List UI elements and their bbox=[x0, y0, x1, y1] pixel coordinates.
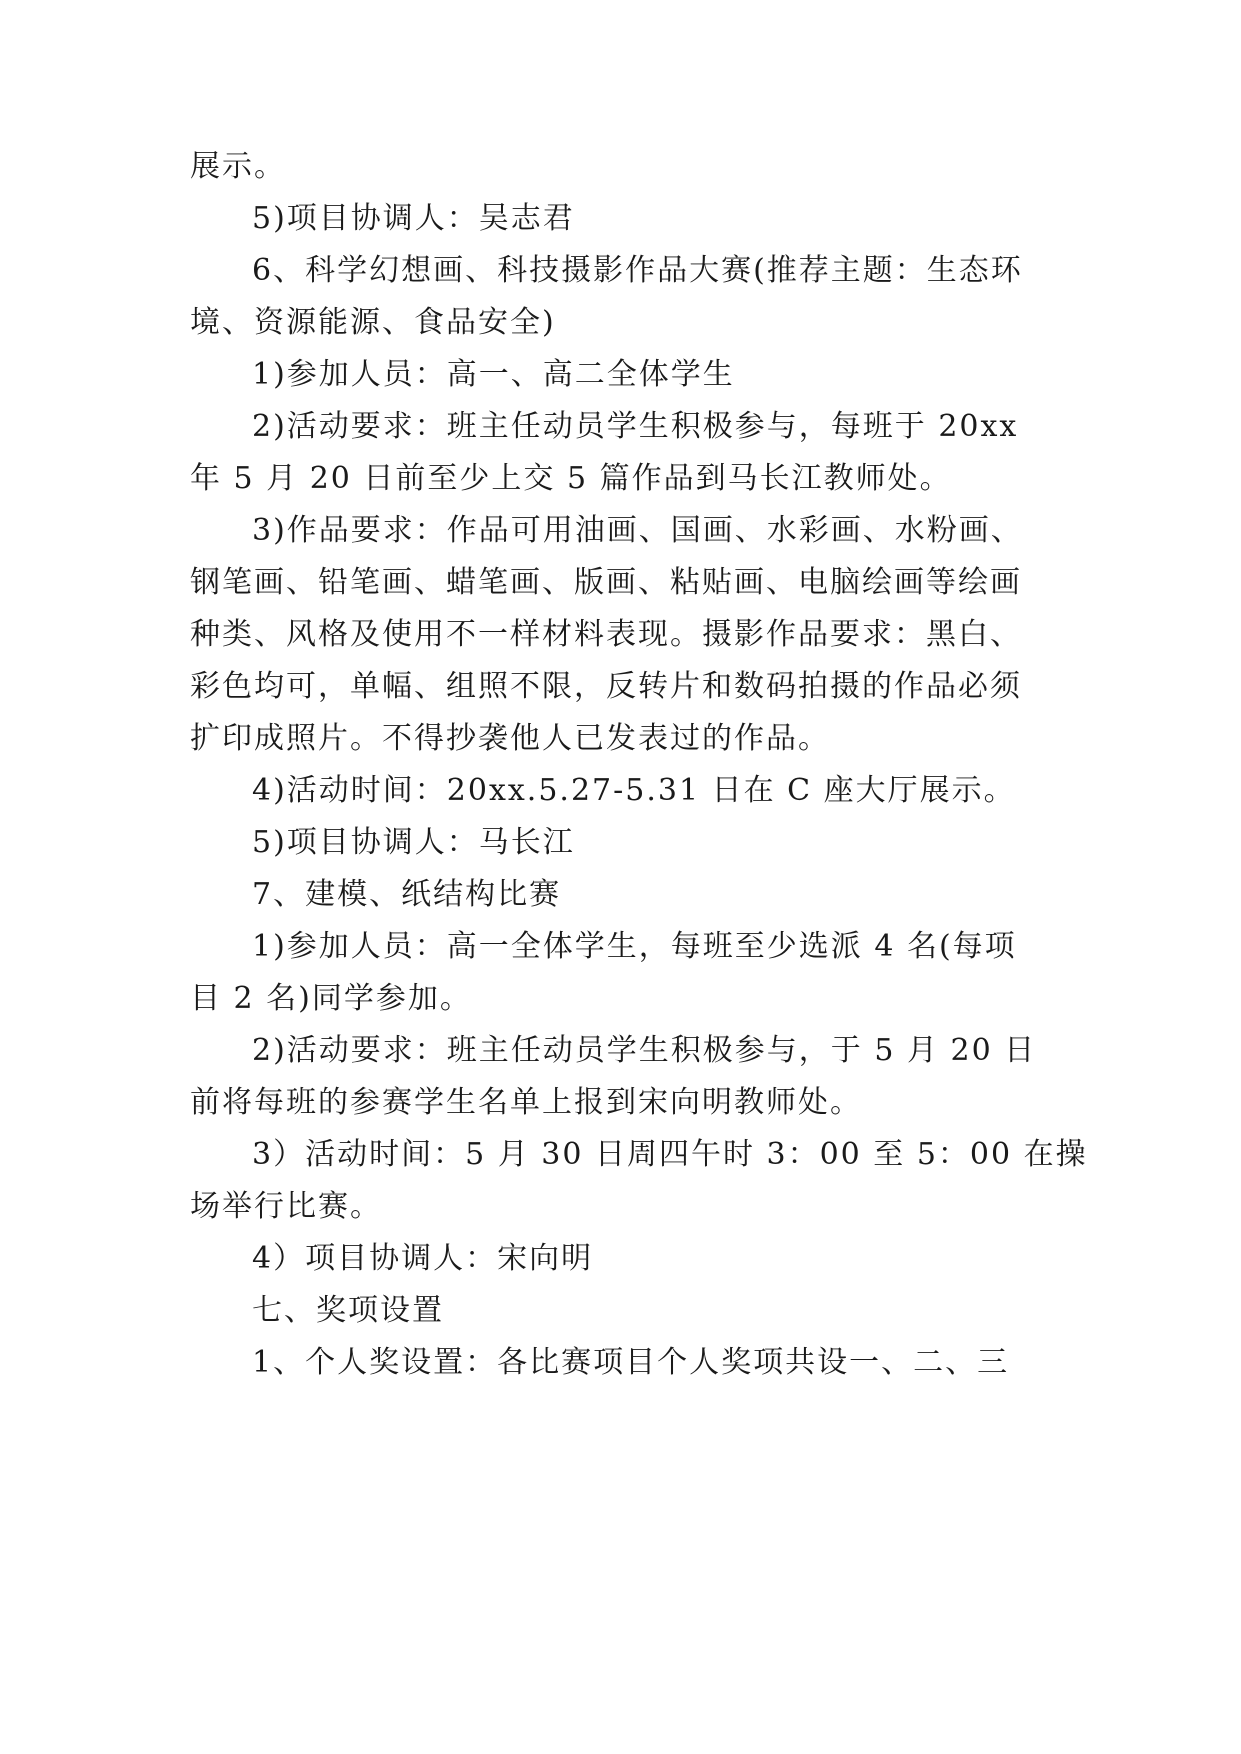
text-line: 7、建模、纸结构比赛 bbox=[252, 877, 562, 912]
text-line: 1)参加人员：高一全体学生，每班至少选派 4 名(每项 bbox=[252, 929, 1017, 964]
text-line: 种类、风格及使用不一样材料表现。摄影作品要求：黑白、 bbox=[190, 617, 1022, 652]
text-line: 5)项目协调人：吴志君 bbox=[252, 201, 575, 236]
text-line: 4）项目协调人：宋向明 bbox=[252, 1241, 594, 1276]
text-line: 年 5 月 20 日前至少上交 5 篇作品到马长江教师处。 bbox=[190, 461, 952, 496]
text-line: 场举行比赛。 bbox=[190, 1189, 382, 1224]
text-line: 彩色均可，单幅、组照不限，反转片和数码拍摄的作品必须 bbox=[190, 669, 1022, 704]
text-line: 1、个人奖设置：各比赛项目个人奖项共设一、二、三 bbox=[252, 1345, 1010, 1380]
text-line: 4)活动时间：20xx.5.27-5.31 日在 C 座大厅展示。 bbox=[252, 773, 1016, 808]
text-line: 2)活动要求：班主任动员学生积极参与，每班于 20xx bbox=[252, 409, 1019, 444]
text-line: 目 2 名)同学参加。 bbox=[190, 981, 472, 1016]
text-line: 5)项目协调人：马长江 bbox=[252, 825, 575, 860]
text-line: 钢笔画、铅笔画、蜡笔画、版画、粘贴画、电脑绘画等绘画 bbox=[190, 565, 1022, 600]
text-line: 6、科学幻想画、科技摄影作品大赛(推荐主题：生态环 bbox=[252, 253, 1023, 288]
text-line: 前将每班的参赛学生名单上报到宋向明教师处。 bbox=[190, 1085, 862, 1120]
text-line: 2)活动要求：班主任动员学生积极参与，于 5 月 20 日 bbox=[252, 1033, 1037, 1068]
text-line: 1)参加人员：高一、高二全体学生 bbox=[252, 357, 735, 392]
text-line: 3）活动时间：5 月 30 日周四午时 3：00 至 5：00 在操 bbox=[252, 1137, 1088, 1172]
text-line: 扩印成照片。不得抄袭他人已发表过的作品。 bbox=[190, 721, 830, 756]
text-line: 展示。 bbox=[190, 149, 286, 184]
text-line: 七、奖项设置 bbox=[252, 1293, 444, 1328]
text-line: 境、资源能源、食品安全) bbox=[190, 305, 556, 340]
text-line: 3)作品要求：作品可用油画、国画、水彩画、水粉画、 bbox=[252, 513, 1023, 548]
